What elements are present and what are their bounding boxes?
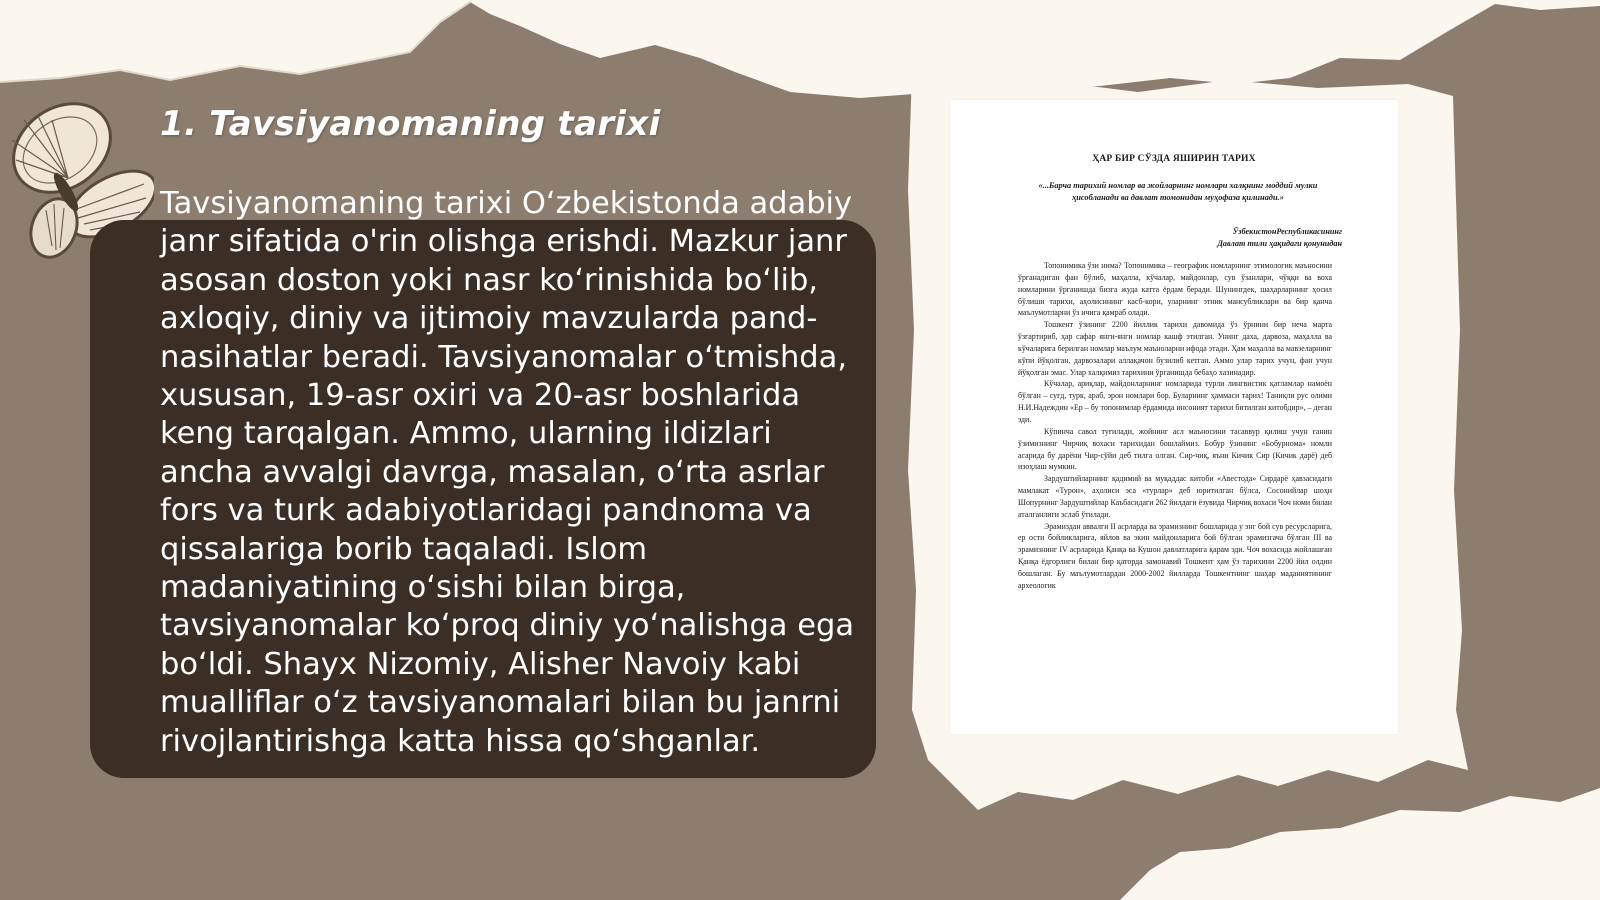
document-source-line: Давлат тили ҳақидаги қонунидан [1217,239,1342,248]
document-page [950,100,1398,734]
document-source [1152,226,1342,250]
document-source-line: ЎзбекистонРеспубликасининг [1232,227,1342,236]
slide-title: 1. Tavsiyanomaning tarixi [160,104,661,144]
document-paragraph: Эрамиздан аввалги II асрларда ва эрамизнинг бошларида у энг бой сув ресурсларига, ер ости бойликларига, яйлов ва экин майдонларига бой бўлган эрамизгача бўлган III ва эрамизнинг IV асрларида Қанқа ва Кушон давлатларига қарам эди. Чоч вохасида жойлашган Қанқа ёдгорлиги билан бир қаторда замонавий Тошкент ҳам ўз тарихини 2200 йил олдин бошлаган. Бу маълумотлардан 2000-2002 йилларда Тошкентнинг шаҳар маданиятининг археологик [1018,521,1332,590]
document-paragraph: Кўпинча савол туғилади, жойнинг асл маъносини тасаввур қилиш учун ғанин ўзимизнинг Чирчиқ вохаси тарихидан бошлаймиз. Бобур ўзининг «Бобурнома» номли асарида бу дарёни Чир-сўйи деб тилга олган. Сир-чиқ, яъни Кичик Сир (Кичик дарё) деб изоҳлаш мумкин. [1018,426,1332,472]
document-title: ҲАР БИР СЎЗДА ЯШИРИН ТАРИХ [1092,154,1256,164]
document-body [1018,260,1332,592]
document-epigraph: «...Барча тарихий номлар ва жойларнинг номлари халқнинг моддий мулки ҳисобланади ва давлат томонидан муҳофаза қилинади.» [1038,181,1318,202]
document-paragraph: Тошкент ўзининг 2200 йиллик тарихи давомида ўз ўрнини бир неча марта ўзгартириб, ҳар сафар янги-янги номлар кашф этилган. Унинг даха, дарвоза, маҳалла ва кўчаларига берилган номлар маълум маъноларни ифода этади. Ҳам маҳалла ва мавзеларнинг кўпи йўқолган, дарвозалари аллақачон бузилиб кетган. Аммо улар тарих учун, фан учун йўқолган эмас. Улар халқимиз тарихини ўрганишда бебаҳо хазинадир. [1018,320,1332,377]
document-paragraph: Зардуштийларнинг қадимий ва муқаддас китоби «Авестода» Сирдарё ҳавзасидаги мамлакат «Турон», аҳолиси эса «турлар» деб юритилган бўлса, Сосонийлар шоҳи Шопурнинг Зардуштийлар Каъбасидаги 262 йилдаги ёзувида Чирчиқ вохаси Чоч номи билан аталганлиги эслаб ўтилади. [1018,474,1332,519]
document-paragraph: Топонимика ўзи нима? Топонимика – географик номларнинг этимологик маъносини ўрганадиган фан бўлиб, маҳалла, кўчалар, майдонлар, сув ўзанлари, чўққи ва воха номларини ўрганишда бизга жуда катта ёрдам беради. Шунингдек, шаҳарларнинг ҳосил бўлиши тарихи, аҳолисининг касб-кори, уларнинг этник мансубликлари ва бир қанча маълумотларни ўз ичига қамраб олади. [1018,261,1332,318]
document-paragraph: Кўчалар, ариқлар, майдонларнинг номларида турли лингвистик қатламлар намоён бўлган – суғд, турк, араб, эрон номлари бор. Буларнинг ҳаммаси тарих! Таниқли рус олими Н.И.Надеждин «Ер – бу топонимлар ёрдамида инсоният тарихи битилган китобдир», – деган эди. [1018,379,1332,424]
slide-body-text: Tavsiyanomaning tarixi O‘zbekistonda adabiy janr sifatida o'rin olishga erishdi. Mazkur janr asosan doston yoki nasr ko‘rinishida bo‘lib, axloqiy, diniy va ijtimoiy mavzularda pand-nasihatlar beradi. Tavsiyanomalar o‘tmishda, xususan, 19-asr oxiri va 20-asr boshlarida keng tarqalgan. Ammo, ularning ildizlari ancha avvalgi davrga, masalan, o‘rta asrlar fors va turk adabiyotlaridagi pandnoma va qissalariga borib taqaladi. Islom madaniyatining o‘sishi bilan birga, tavsiyanomalar ko‘proq diniy yo‘nalishga ega bo‘ldi. Shayx Nizomiy, Alisher Navoiy kabi mualliflar o‘z tavsiyanomalari bilan bu janrni rivojlantirishga katta hissa qo‘shganlar. [160,186,855,759]
